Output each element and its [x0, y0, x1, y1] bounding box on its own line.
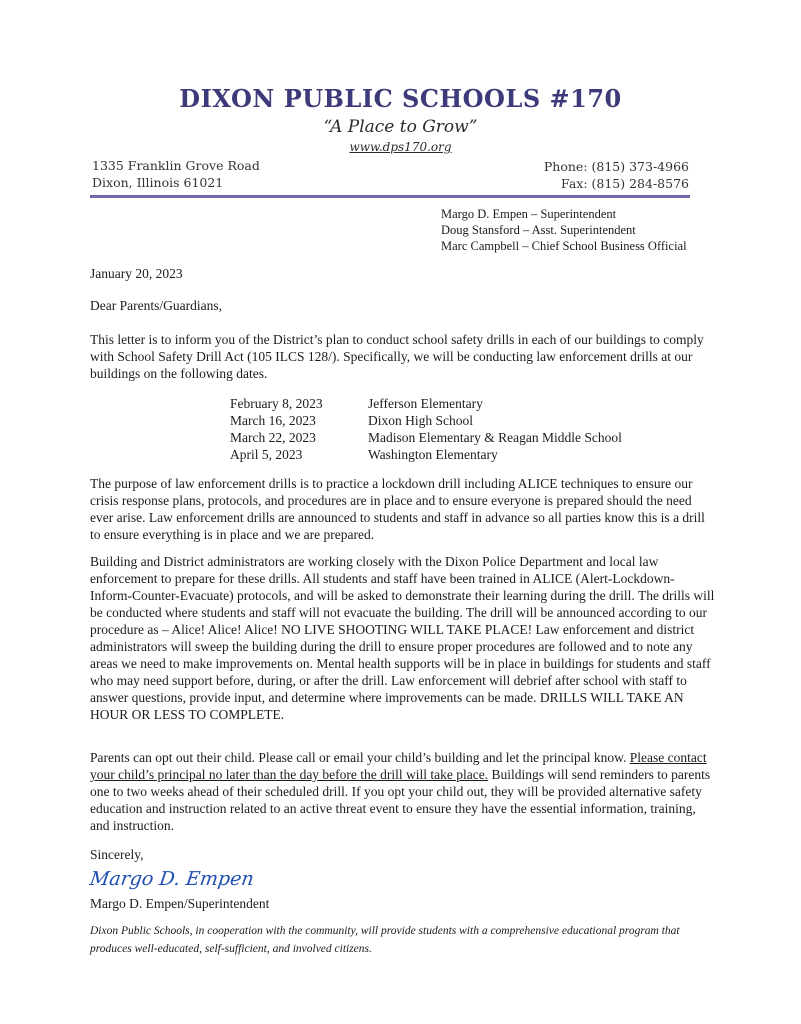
intro-paragraph: This letter is to inform you of the District’s plan to conduct school safety drills in each of our buildings to comply with School Safety Drill Act (105 ILCS 128/). Specifically, we will be conducting law enforcement drills at our buildings on the following dates. [90, 332, 704, 381]
drill-row [230, 429, 622, 446]
administrator-asst-superintendent: Doug Stansford – Asst. Superintendent [441, 223, 636, 237]
optout-text-start: Parents can opt out their child. Please call or email your child’s building and let the principal know. [90, 750, 630, 765]
drill-row [230, 446, 622, 463]
drill-school: Dixon High School [368, 413, 474, 428]
drill-row [230, 395, 622, 412]
district-tagline: “A Place to Grow” [323, 117, 478, 137]
letter-date: January 20, 2023 [90, 266, 183, 281]
purpose-paragraph: The purpose of law enforcement drills is to practice a lockdown drill including ALICE techniques to ensure our crisis response plans, protocols, and procedures are in place and to ensure everyone is prepared should the need ever arise. Law enforcement drills are announced to students and staff in advance so all parties know this is a drill to ensure everything is in place and we are prepared. [90, 476, 705, 542]
drill-date: March 22, 2023 [230, 430, 316, 445]
drill-school: Madison Elementary & Reagan Middle School [368, 430, 622, 445]
optout-text-end: Buildings will send reminders to parents one to two weeks ahead of their scheduled drill. If you opt your child out, they will be provided alternative safety education and instruction related to an active threat event to ensure they have the essential information, training, and instruction. [90, 767, 711, 833]
optout-paragraph [90, 749, 715, 834]
drill-row [230, 412, 622, 429]
district-contact [544, 158, 689, 192]
phone-number: Phone: (815) 373-4966 [543, 159, 689, 174]
district-address [92, 157, 260, 191]
handwritten-signature: Margo D. Empen [88, 868, 256, 890]
administrator-business-official: Marc Campbell – Chief School Business Official [441, 239, 687, 253]
district-website: www.dps170.org [349, 140, 452, 154]
letterhead-divider [90, 195, 690, 198]
signer-name: Margo D. Empen/Superintendent [90, 896, 270, 911]
mission-statement: Dixon Public Schools, in cooperation with the community, will provide students with a comprehensive educational program that produces well-educated, self-sufficient, and involved citizens. [90, 925, 680, 955]
fax-number: Fax: (815) 284-8576 [561, 176, 689, 191]
drill-school: Washington Elementary [368, 447, 498, 462]
letter-closing: Sincerely, [90, 847, 144, 862]
address-line-2: Dixon, Illinois 61021 [92, 175, 224, 190]
drill-date: April 5, 2023 [230, 447, 303, 462]
district-title: DIXON PUBLIC SCHOOLS #170 [179, 84, 622, 113]
address-line-1: 1335 Franklin Grove Road [92, 158, 260, 173]
administrator-superintendent: Margo D. Empen – Superintendent [441, 207, 617, 221]
administrator-list [441, 206, 687, 254]
drill-schedule [230, 395, 622, 463]
drill-date: February 8, 2023 [230, 396, 323, 411]
details-paragraph: Building and District administrators are working closely with the Dixon Police Department and local law enforcement to prepare for these drills. All students and staff have been trained in ALICE (Alert-Lockdown-Inform-Counter-Evacuate) protocols, and will be asked to demonstrate their learning during the drill. The drills will be conducted where students and staff will not evacuate the building. The drill will be announced according to our procedure as – Alice! Alice! Alice! NO LIVE SHOOTING WILL TAKE PLACE! Law enforcement and district administrators will sweep the building during the drill to ensure proper procedures are followed and to note any areas we need to make improvements on. Mental health supports will be in place in buildings for students and staff who may need support before, during, or after the drill. Law enforcement will debrief after school with staff to answer questions, provide input, and determine where improvements can be made. DRILLS WILL TAKE AN HOUR OR LESS TO COMPLETE. [90, 554, 715, 722]
letter-greeting: Dear Parents/Guardians, [90, 298, 222, 313]
drill-school: Jefferson Elementary [368, 396, 483, 411]
optout-deadline-notice: Please contact your child’s principal no later than the day before the drill will take place. [90, 750, 707, 782]
drill-date: March 16, 2023 [230, 413, 316, 428]
